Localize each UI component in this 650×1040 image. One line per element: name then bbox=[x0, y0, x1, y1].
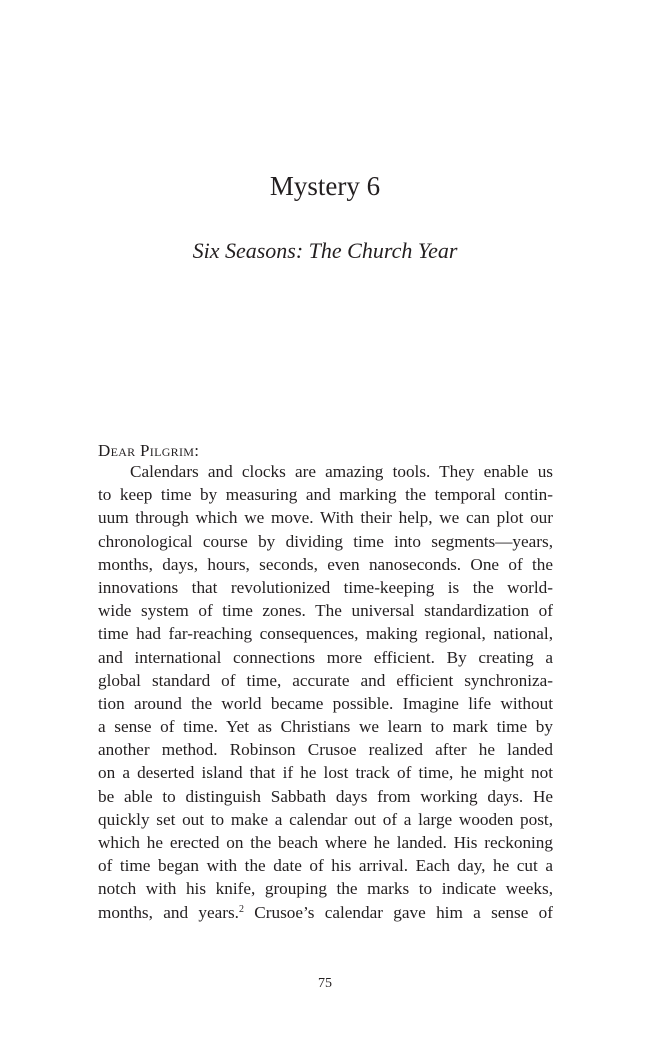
text-line: to keep time by measuring and marking the temporal contin- bbox=[98, 485, 553, 505]
text-line: on a deserted island that if he lost track of time, he might not bbox=[98, 763, 553, 783]
text-line: time had far-reaching consequences, making regional, national, bbox=[98, 624, 553, 644]
footnote-reference[interactable]: 2 bbox=[238, 903, 244, 915]
text-fragment: Crusoe’s calendar gave him a sense of bbox=[243, 902, 553, 922]
chapter-title: Mystery 6 bbox=[269, 171, 381, 201]
text-line: tion around the world became possible. Imagine life without bbox=[98, 693, 553, 713]
text-line: notch with his knife, grouping the marks to indicate weeks, bbox=[98, 879, 553, 899]
text-line: a sense of time. Yet as Christians we learn to mark time by bbox=[98, 717, 553, 737]
text-line: of time began with the date of his arrival. Each day, he cut a bbox=[98, 856, 553, 876]
page-number: 75 bbox=[318, 976, 332, 991]
text-line: chronological course by dividing time into segments—years, bbox=[98, 531, 553, 551]
chapter-subtitle: Six Seasons: The Church Year bbox=[192, 238, 458, 263]
text-line: innovations that revolutionized time-keeping is the world- bbox=[98, 577, 553, 597]
text-line: another method. Robinson Crusoe realized after he landed bbox=[98, 740, 553, 760]
text-line: be able to distinguish Sabbath days from working days. He bbox=[98, 786, 553, 806]
text-line: Calendars and clocks are amazing tools. They enable us bbox=[130, 462, 553, 481]
text-line: months, days, hours, seconds, even nanoseconds. One of the bbox=[98, 554, 553, 574]
text-line: and international connections more efficient. By creating a bbox=[98, 647, 553, 667]
letter-salutation: Dear Pilgrim: bbox=[98, 441, 200, 460]
text-line: which he erected on the beach where he landed. His reckoning bbox=[98, 833, 553, 852]
text-fragment: months, and years. bbox=[98, 902, 239, 922]
text-line: uum through which we move. With their help, we can plot our bbox=[98, 508, 553, 528]
letter-body bbox=[98, 460, 553, 924]
text-line: global standard of time, accurate and efficient synchroniza- bbox=[98, 670, 553, 690]
text-line-last bbox=[98, 901, 553, 924]
text-line: quickly set out to make a calendar out of a large wooden post, bbox=[98, 809, 553, 829]
text-line: wide system of time zones. The universal standardization of bbox=[98, 601, 553, 621]
